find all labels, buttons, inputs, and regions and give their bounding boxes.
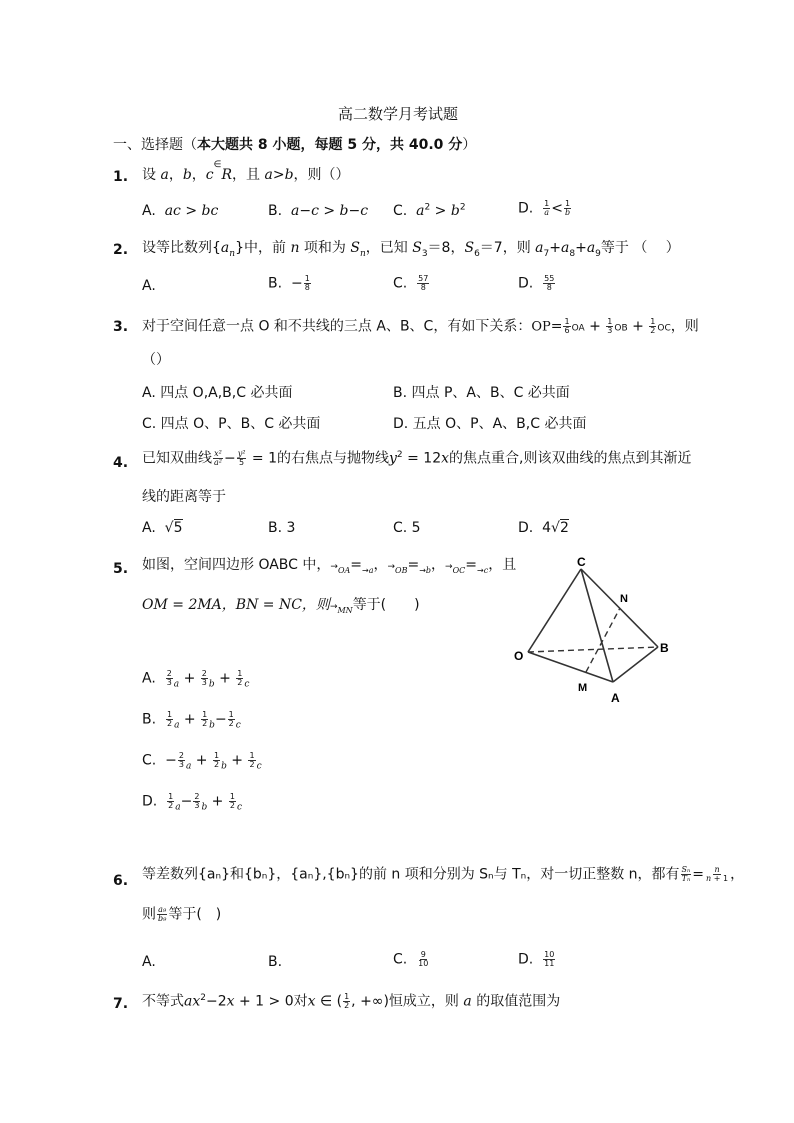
q5-line2a: OM = 2MA，BN = NC，则	[142, 597, 330, 613]
q5-option-b[interactable]: B. $\frac{1}{2}$ $_a$ + $\frac{1}{2}$ $_b$− $\frac{1}{2}$ $_c$	[142, 710, 241, 731]
q5-option-d-label: D.	[142, 793, 158, 810]
label-o: O	[514, 649, 524, 663]
q2-option-b[interactable]: B. − $\frac{1}{8}$	[268, 274, 310, 292]
section-header	[113, 138, 476, 152]
q1-option-d-label: D.	[518, 200, 534, 217]
q1-option-c-label: C.	[393, 203, 408, 219]
label-n: N	[620, 593, 628, 605]
q1-option-c[interactable]: C. $a^2 > b^2$	[393, 202, 466, 219]
q1-option-a-label: A.	[142, 203, 156, 219]
q2-stem: 设等比数列$\{a_n\}$中，前 n 项和为 $S_n$，已知 $S_3=8$，$S_6=7$，则 $a_7+a_8+a_9$等于 （ ）	[142, 240, 680, 259]
q6-option-d[interactable]: D. $\frac{10}{11}$	[518, 950, 555, 968]
q4-line1: 已知双曲线 $\frac{\text{x²}}{\text{a²}}$ − $\frac{\text{y²}}{5}$ = 1的右焦点与抛物线$y^2 = 12x$的焦点重合,则该双曲线的焦点到其渐近	[142, 449, 692, 467]
section-prefix: 一、选择题（	[113, 137, 197, 153]
tetrahedron-figure	[508, 552, 678, 712]
q3-option-b[interactable]: B. 四点 P、A、B、C 必共面	[393, 385, 570, 401]
label-a: A	[611, 691, 620, 705]
q1-option-d[interactable]: D. $\frac{1}{a}$ < $\frac{1}{b}$	[518, 199, 571, 217]
q3-stem-text: 对于空间任意一点 O 和不共线的三点 A、B、C，有如下关系：	[142, 318, 532, 335]
q4-option-a[interactable]: A. √5	[142, 520, 183, 536]
q3-option-a[interactable]: A. 四点 O,A,B,C 必共面	[142, 385, 293, 401]
edge-ob-hidden	[528, 647, 658, 652]
q5-option-a[interactable]: A. $\frac{2}{3}$ $_a$ + $\frac{2}{3}$ $_b$ + $\frac{1}{2}$ $_c$	[142, 669, 250, 690]
q3-option-d[interactable]: D. 五点 O、P、A、B,C 必共面	[393, 416, 587, 432]
segment-mn	[586, 608, 620, 672]
q6-line1a: 等差数列{aₙ}和{bₙ}，{aₙ},{bₙ}的前 n 项和分别为 Sₙ与 Tₙ，对一切正整数 n，都有	[142, 866, 680, 883]
q2-option-d-label: D.	[518, 275, 534, 292]
q4-option-c[interactable]: C. 5	[393, 520, 421, 536]
q7-stem: 不等式$ax^2-2x + 1 > 0$对x ∈ ( $\frac{1}{2}$ , +∞)恒成立，则 a 的取值范围为	[142, 992, 561, 1010]
q5-line2b: 等于( )	[352, 597, 420, 613]
q5-number: 5.	[113, 561, 129, 577]
q2-option-c-label: C.	[393, 275, 408, 292]
q4-part2: 的右焦点与抛物线	[277, 450, 389, 467]
q4-option-d[interactable]: D. 4√2	[518, 520, 569, 536]
q3-stem: 对于空间任意一点 O 和不共线的三点 A、B、C，有如下关系：OP= $\frac{1}{6}$ OA + $\frac{1}{3}$ OB + $\frac{1}{2}$ OC，则	[142, 317, 699, 335]
edge-oa	[528, 652, 613, 682]
q2-option-a[interactable]: A.	[142, 278, 156, 294]
q4-option-a-label: A.	[142, 520, 156, 536]
q4-option-b[interactable]: B. 3	[268, 520, 296, 536]
q5-option-c[interactable]: C. − $\frac{2}{3}$ $_a$ + $\frac{1}{2}$ $_b$ + $\frac{1}{2}$ $_c$	[142, 751, 262, 772]
page-title: 高二数学月考试题	[338, 105, 459, 123]
q5-line1a: 如图，空间四边形 OABC 中，	[142, 557, 331, 573]
q4-line2: 线的距离等于	[142, 489, 226, 505]
q6-option-d-label: D.	[518, 951, 534, 968]
q2-option-b-label: B.	[268, 275, 283, 292]
section-info: 本大题共 8 小题，每题 5 分，共 40.0 分	[197, 137, 463, 153]
q2-option-d[interactable]: D. $\frac{55}{8}$	[518, 274, 555, 292]
q1-stem: 设 a，b，c∈R，且 a>b，则（）	[142, 160, 350, 183]
q2-option-c[interactable]: C. $\frac{57}{8}$	[393, 274, 429, 292]
q5-line1b: ，且	[488, 557, 517, 573]
q1-option-b-label: B.	[268, 203, 283, 219]
q1-option-a[interactable]: A. ac > bc	[142, 203, 219, 219]
q5-line1: 如图，空间四边形 OABC 中，$\to_{OA}=_{\to a}$，$\to_{OB}=_{\to b}$，$\to_{OC}=_{\to c}$，且	[142, 557, 517, 575]
q5-option-b-label: B.	[142, 711, 157, 728]
q4-option-d-label: D.	[518, 520, 534, 536]
q3-option-c[interactable]: C. 四点 O、P、B、C 必共面	[142, 416, 321, 432]
section-suffix: ）	[462, 137, 477, 153]
q6-number: 6.	[113, 873, 129, 889]
q3-paren: （）	[142, 352, 170, 368]
q2-number: 2.	[113, 242, 129, 258]
q3-number: 3.	[113, 319, 129, 335]
q6-option-b[interactable]: B.	[268, 954, 283, 970]
q1-option-b[interactable]: B. a−c > b−c	[268, 203, 369, 219]
q6-line2b: 等于( )	[168, 906, 222, 923]
q6-line2a: 则	[142, 906, 156, 923]
q5-line2: OM = 2MA，BN = NC，则$\to_{MN}$等于( )	[142, 597, 420, 615]
q1-number: 1.	[113, 169, 129, 185]
q6-option-c[interactable]: C. $\frac{9}{10}$	[393, 950, 429, 968]
label-c: C	[577, 555, 586, 569]
q6-option-c-label: C.	[393, 951, 408, 968]
q6-line1: 等差数列{aₙ}和{bₙ}，{aₙ},{bₙ}的前 n 项和分别为 Sₙ与 Tₙ，对一切正整数 n，都有 $\frac{\text{Sₙ}}{\text{Tₙ}}$ = $\frac{n}{n + 1}$ ，	[142, 865, 745, 883]
q4-part1: 已知双曲线	[142, 450, 212, 467]
label-m: M	[578, 682, 588, 694]
q3-then: ，则	[670, 318, 699, 335]
edge-oc	[528, 569, 581, 652]
q6-option-a[interactable]: A.	[142, 954, 156, 970]
q5-option-a-label: A.	[142, 670, 156, 687]
q7-number: 7.	[113, 996, 129, 1012]
q5-option-d[interactable]: D. $\frac{1}{2}$ $_a$− $\frac{2}{3}$ $_b$ + $\frac{1}{2}$ $_c$	[142, 792, 242, 813]
q4-number: 4.	[113, 455, 129, 471]
q5-option-c-label: C.	[142, 752, 157, 769]
q6-line2: 则 $\frac{\text{a₉}}{\text{b₉}}$ 等于( )	[142, 905, 222, 923]
q4-part3: 的焦点重合,则该双曲线的焦点到其渐近	[449, 450, 692, 467]
edge-ab	[613, 647, 658, 682]
label-b: B	[660, 641, 669, 655]
